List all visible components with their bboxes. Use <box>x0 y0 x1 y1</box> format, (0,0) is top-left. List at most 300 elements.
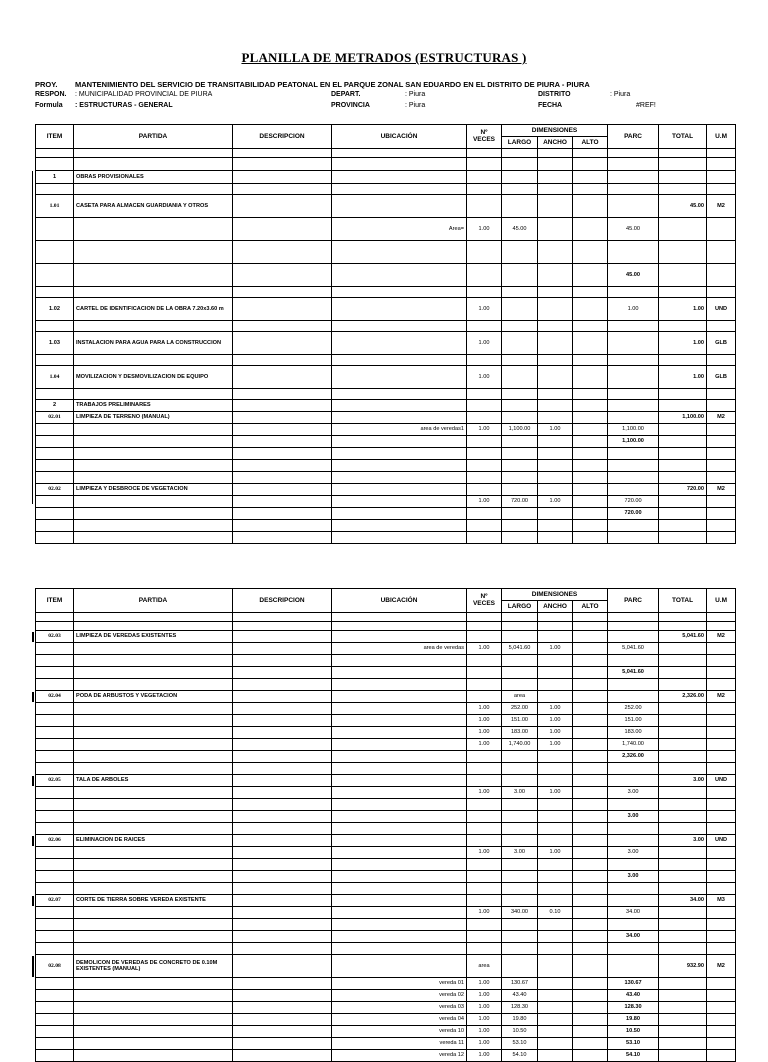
cell-parc <box>608 241 659 264</box>
cell-parc: 34.00 <box>608 931 659 943</box>
table-row <box>36 298 736 321</box>
table-row <box>36 631 736 643</box>
cell-um <box>707 907 736 919</box>
cell-um <box>707 823 736 835</box>
cell-ubic <box>332 871 467 883</box>
cell-ubic <box>332 484 467 496</box>
col-parc: PARC <box>608 589 659 613</box>
table-row <box>36 448 736 460</box>
cell-item: 1.01 <box>36 195 74 218</box>
cell-veces <box>467 389 502 400</box>
cell-um <box>707 508 736 520</box>
cell-largo <box>502 355 538 366</box>
col-partida: PARTIDA <box>74 125 233 149</box>
cell-total: 2,326.00 <box>659 691 707 703</box>
cell-parc: 3.00 <box>608 871 659 883</box>
cell-parc <box>608 448 659 460</box>
cell-largo <box>502 871 538 883</box>
cell-largo <box>502 298 538 321</box>
cell-veces <box>467 355 502 366</box>
cell-veces <box>467 287 502 298</box>
respon-value: : MUNICIPALIDAD PROVINCIAL DE PIURA <box>75 91 213 98</box>
cell-veces <box>467 835 502 847</box>
cell-parc: 1,100.00 <box>608 436 659 448</box>
cell-partida <box>74 823 233 835</box>
cell-item: 1.02 <box>36 298 74 321</box>
cell-ubic <box>332 436 467 448</box>
cell-alto <box>573 871 608 883</box>
cell-um <box>707 1026 736 1038</box>
cell-ubic <box>332 763 467 775</box>
table-row <box>36 978 736 990</box>
cell-veces <box>467 631 502 643</box>
cell-largo <box>502 622 538 631</box>
cell-um: GLB <box>707 332 736 355</box>
cell-um <box>707 763 736 775</box>
cell-ubic: Area= <box>332 218 467 241</box>
cell-ancho <box>538 1002 573 1014</box>
cell-item <box>36 667 74 679</box>
distrito-value: : Piura <box>610 91 631 98</box>
cell-um: UND <box>707 835 736 847</box>
cell-parc <box>608 389 659 400</box>
cell-partida: TRABAJOS PRELIMINARES <box>74 400 233 412</box>
cell-ubic <box>332 823 467 835</box>
cell-parc <box>608 460 659 472</box>
cell-desc <box>233 496 332 508</box>
cell-total <box>659 287 707 298</box>
cell-desc <box>233 389 332 400</box>
cell-desc <box>233 195 332 218</box>
cell-parc: 2,326.00 <box>608 751 659 763</box>
cell-largo <box>502 799 538 811</box>
cell-ancho <box>538 883 573 895</box>
table-row <box>36 679 736 691</box>
cell-total <box>659 931 707 943</box>
cell-veces <box>467 484 502 496</box>
cell-partida <box>74 787 233 799</box>
cell-item <box>36 520 74 532</box>
cell-partida <box>74 907 233 919</box>
cell-largo: 183.00 <box>502 727 538 739</box>
col-um: U.M <box>707 125 736 149</box>
cell-desc <box>233 859 332 871</box>
cell-veces <box>467 613 502 622</box>
cell-total <box>659 355 707 366</box>
cell-alto <box>573 241 608 264</box>
cell-parc <box>608 955 659 978</box>
cell-item <box>36 990 74 1002</box>
cell-partida: MOVILIZACION Y DESMOVILIZACION DE EQUIPO <box>74 366 233 389</box>
cell-veces <box>467 943 502 955</box>
cell-ubic <box>332 715 467 727</box>
cell-total: 3.00 <box>659 835 707 847</box>
cell-ancho: 1.00 <box>538 787 573 799</box>
cell-ancho <box>538 655 573 667</box>
cell-item: 02.07 <box>36 895 74 907</box>
cell-desc <box>233 1038 332 1050</box>
cell-alto <box>573 622 608 631</box>
cell-item <box>36 679 74 691</box>
cell-veces <box>467 823 502 835</box>
cell-ubic <box>332 655 467 667</box>
cell-largo: 10.50 <box>502 1026 538 1038</box>
cell-total <box>659 218 707 241</box>
cell-total <box>659 667 707 679</box>
cell-alto <box>573 389 608 400</box>
cell-alto <box>573 691 608 703</box>
cell-desc <box>233 171 332 184</box>
table-row <box>36 655 736 667</box>
cell-alto <box>573 631 608 643</box>
cell-alto <box>573 149 608 158</box>
cell-total <box>659 715 707 727</box>
cell-item <box>36 1038 74 1050</box>
cell-desc <box>233 715 332 727</box>
cell-parc: 34.00 <box>608 907 659 919</box>
cell-desc <box>233 679 332 691</box>
cell-alto <box>573 1002 608 1014</box>
formula-value: : ESTRUCTURAS - GENERAL <box>75 102 173 109</box>
cell-parc <box>608 158 659 171</box>
cell-parc <box>608 859 659 871</box>
row-marker <box>32 836 34 846</box>
cell-ubic: vereda 01 <box>332 978 467 990</box>
cell-alto <box>573 171 608 184</box>
cell-partida <box>74 184 233 195</box>
cell-alto <box>573 907 608 919</box>
cell-um <box>707 436 736 448</box>
cell-item <box>36 622 74 631</box>
cell-veces <box>467 871 502 883</box>
cell-ubic <box>332 847 467 859</box>
cell-total <box>659 655 707 667</box>
table-row <box>36 931 736 943</box>
cell-partida <box>74 496 233 508</box>
cell-um <box>707 643 736 655</box>
cell-total <box>659 739 707 751</box>
cell-partida <box>74 1026 233 1038</box>
cell-ubic <box>332 321 467 332</box>
cell-desc <box>233 739 332 751</box>
cell-veces: 1.00 <box>467 1026 502 1038</box>
col-alto: ALTO <box>573 137 608 149</box>
cell-item <box>36 655 74 667</box>
cell-largo <box>502 412 538 424</box>
cell-desc <box>233 400 332 412</box>
cell-item <box>36 978 74 990</box>
cell-um <box>707 871 736 883</box>
cell-largo <box>502 332 538 355</box>
cell-alto <box>573 655 608 667</box>
cell-veces <box>467 171 502 184</box>
cell-veces <box>467 655 502 667</box>
cell-alto <box>573 264 608 287</box>
cell-um <box>707 811 736 823</box>
cell-item <box>36 739 74 751</box>
cell-ubic <box>332 799 467 811</box>
col-item: ITEM <box>36 589 74 613</box>
cell-um <box>707 184 736 195</box>
cell-desc <box>233 751 332 763</box>
cell-alto <box>573 298 608 321</box>
cell-parc <box>608 943 659 955</box>
cell-largo <box>502 460 538 472</box>
col-alto: ALTO <box>573 601 608 613</box>
cell-desc <box>233 287 332 298</box>
col-total: TOTAL <box>659 125 707 149</box>
cell-partida: DEMOLICON DE VEREDAS DE CONCRETO DE 0.10M EXISTENTES (MANUAL) <box>74 955 233 978</box>
cell-ancho <box>538 412 573 424</box>
cell-ubic <box>332 472 467 484</box>
cell-alto <box>573 643 608 655</box>
cell-ancho <box>538 184 573 195</box>
cell-veces <box>467 811 502 823</box>
cell-parc: 10.50 <box>608 1026 659 1038</box>
cell-item <box>36 424 74 436</box>
cell-largo <box>502 883 538 895</box>
proy-value: MANTENIMIENTO DEL SERVICIO DE TRANSITABILIDAD PEATONAL EN EL PARQUE ZONAL SAN EDUARDO EN EL DISTRITO DE PIURA - PIURA <box>75 80 590 89</box>
cell-ubic <box>332 241 467 264</box>
cell-item: 02.03 <box>36 631 74 643</box>
cell-alto <box>573 955 608 978</box>
cell-partida <box>74 739 233 751</box>
cell-total <box>659 799 707 811</box>
table-row <box>36 751 736 763</box>
cell-total: 720.00 <box>659 484 707 496</box>
cell-largo <box>502 835 538 847</box>
cell-veces: 1.00 <box>467 1014 502 1026</box>
cell-alto <box>573 460 608 472</box>
cell-um <box>707 149 736 158</box>
cell-um <box>707 667 736 679</box>
cell-total <box>659 496 707 508</box>
cell-partida <box>74 871 233 883</box>
cell-total <box>659 321 707 332</box>
table-row <box>36 883 736 895</box>
cell-veces <box>467 520 502 532</box>
cell-desc <box>233 1050 332 1062</box>
cell-partida <box>74 520 233 532</box>
cell-parc: 5,041.60 <box>608 667 659 679</box>
cell-ubic <box>332 919 467 931</box>
cell-alto <box>573 332 608 355</box>
row-marker <box>32 632 34 642</box>
cell-partida <box>74 424 233 436</box>
cell-item <box>36 532 74 544</box>
cell-parc: 151.00 <box>608 715 659 727</box>
cell-total <box>659 1050 707 1062</box>
cell-um: M2 <box>707 195 736 218</box>
cell-veces <box>467 321 502 332</box>
cell-veces <box>467 412 502 424</box>
cell-largo <box>502 195 538 218</box>
cell-total <box>659 400 707 412</box>
cell-ubic <box>332 520 467 532</box>
cell-ancho: 1.00 <box>538 715 573 727</box>
cell-alto <box>573 763 608 775</box>
cell-ancho <box>538 389 573 400</box>
table-row <box>36 400 736 412</box>
cell-ancho <box>538 691 573 703</box>
cell-ancho <box>538 448 573 460</box>
cell-ancho <box>538 613 573 622</box>
cell-ancho: 1.00 <box>538 847 573 859</box>
cell-um <box>707 622 736 631</box>
cell-desc <box>233 919 332 931</box>
cell-total <box>659 1038 707 1050</box>
cell-desc <box>233 655 332 667</box>
cell-veces <box>467 883 502 895</box>
cell-partida <box>74 667 233 679</box>
cell-item: 02.08 <box>36 955 74 978</box>
cell-largo <box>502 811 538 823</box>
cell-parc: 5,041.60 <box>608 643 659 655</box>
cell-parc: 54.10 <box>608 1050 659 1062</box>
cell-ancho <box>538 823 573 835</box>
cell-veces: 1.00 <box>467 787 502 799</box>
cell-ubic <box>332 907 467 919</box>
cell-partida <box>74 751 233 763</box>
cell-alto <box>573 811 608 823</box>
cell-veces: 1.00 <box>467 978 502 990</box>
cell-alto <box>573 978 608 990</box>
table-row <box>36 264 736 287</box>
cell-veces <box>467 667 502 679</box>
cell-ancho <box>538 931 573 943</box>
metrados-table-1 <box>35 124 736 544</box>
cell-um <box>707 990 736 1002</box>
cell-desc <box>233 472 332 484</box>
cell-ancho <box>538 264 573 287</box>
page-title: PLANILLA DE METRADOS (ESTRUCTURAS ) <box>241 50 527 65</box>
cell-veces <box>467 149 502 158</box>
table-row <box>36 366 736 389</box>
cell-desc <box>233 955 332 978</box>
cell-desc <box>233 907 332 919</box>
table-row <box>36 643 736 655</box>
cell-veces: 1.00 <box>467 727 502 739</box>
cell-total <box>659 871 707 883</box>
cell-parc <box>608 679 659 691</box>
table-row <box>36 520 736 532</box>
cell-ancho <box>538 622 573 631</box>
cell-um <box>707 703 736 715</box>
cell-veces <box>467 195 502 218</box>
cell-total <box>659 859 707 871</box>
table-row <box>36 355 736 366</box>
cell-partida <box>74 241 233 264</box>
cell-alto <box>573 355 608 366</box>
cell-alto <box>573 218 608 241</box>
cell-ubic <box>332 751 467 763</box>
cell-desc <box>233 332 332 355</box>
table-row <box>36 171 736 184</box>
cell-item <box>36 1002 74 1014</box>
cell-ancho <box>538 321 573 332</box>
table-row <box>36 622 736 631</box>
cell-item <box>36 149 74 158</box>
formula-label: Formula <box>35 102 63 109</box>
cell-partida <box>74 931 233 943</box>
cell-parc <box>608 883 659 895</box>
table-row <box>36 990 736 1002</box>
cell-ubic <box>332 366 467 389</box>
cell-total: 1,100.00 <box>659 412 707 424</box>
cell-um <box>707 1002 736 1014</box>
cell-largo <box>502 631 538 643</box>
cell-largo <box>502 366 538 389</box>
cell-largo: 151.00 <box>502 715 538 727</box>
col-um: U.M <box>707 589 736 613</box>
cell-parc: 43.40 <box>608 990 659 1002</box>
cell-partida <box>74 158 233 171</box>
cell-veces: 1.00 <box>467 424 502 436</box>
table-row <box>36 943 736 955</box>
cell-alto <box>573 321 608 332</box>
cell-desc <box>233 366 332 389</box>
cell-ancho <box>538 919 573 931</box>
cell-partida <box>74 727 233 739</box>
cell-alto <box>573 727 608 739</box>
cell-alto <box>573 412 608 424</box>
cell-largo <box>502 171 538 184</box>
cell-ubic <box>332 775 467 787</box>
cell-ubic <box>332 667 467 679</box>
table-row <box>36 195 736 218</box>
cell-ubic <box>332 508 467 520</box>
cell-ubic <box>332 460 467 472</box>
cell-desc <box>233 895 332 907</box>
cell-alto <box>573 931 608 943</box>
cell-ancho <box>538 895 573 907</box>
cell-um <box>707 355 736 366</box>
cell-alto <box>573 775 608 787</box>
table-row <box>36 955 736 978</box>
cell-um <box>707 919 736 931</box>
cell-veces <box>467 622 502 631</box>
cell-um <box>707 532 736 544</box>
cell-ancho <box>538 631 573 643</box>
cell-alto <box>573 787 608 799</box>
table-row <box>36 1026 736 1038</box>
table-row <box>36 321 736 332</box>
cell-alto <box>573 1038 608 1050</box>
cell-veces <box>467 264 502 287</box>
table-row <box>36 1050 736 1062</box>
cell-partida: LIMPIEZA DE VEREDAS EXISTENTES <box>74 631 233 643</box>
table-row <box>36 436 736 448</box>
cell-desc <box>233 763 332 775</box>
table-row <box>36 241 736 264</box>
cell-partida: LIMPIEZA DE TERRENO (MANUAL) <box>74 412 233 424</box>
cell-um <box>707 799 736 811</box>
cell-ubic <box>332 955 467 978</box>
cell-alto <box>573 943 608 955</box>
cell-ubic: vereda 04 <box>332 1014 467 1026</box>
cell-veces <box>467 799 502 811</box>
cell-largo <box>502 532 538 544</box>
cell-um <box>707 218 736 241</box>
cell-alto <box>573 919 608 931</box>
cell-desc <box>233 883 332 895</box>
cell-parc <box>608 195 659 218</box>
cell-um <box>707 715 736 727</box>
table-row <box>36 532 736 544</box>
cell-desc <box>233 264 332 287</box>
cell-item <box>36 727 74 739</box>
cell-item: 1 <box>36 171 74 184</box>
